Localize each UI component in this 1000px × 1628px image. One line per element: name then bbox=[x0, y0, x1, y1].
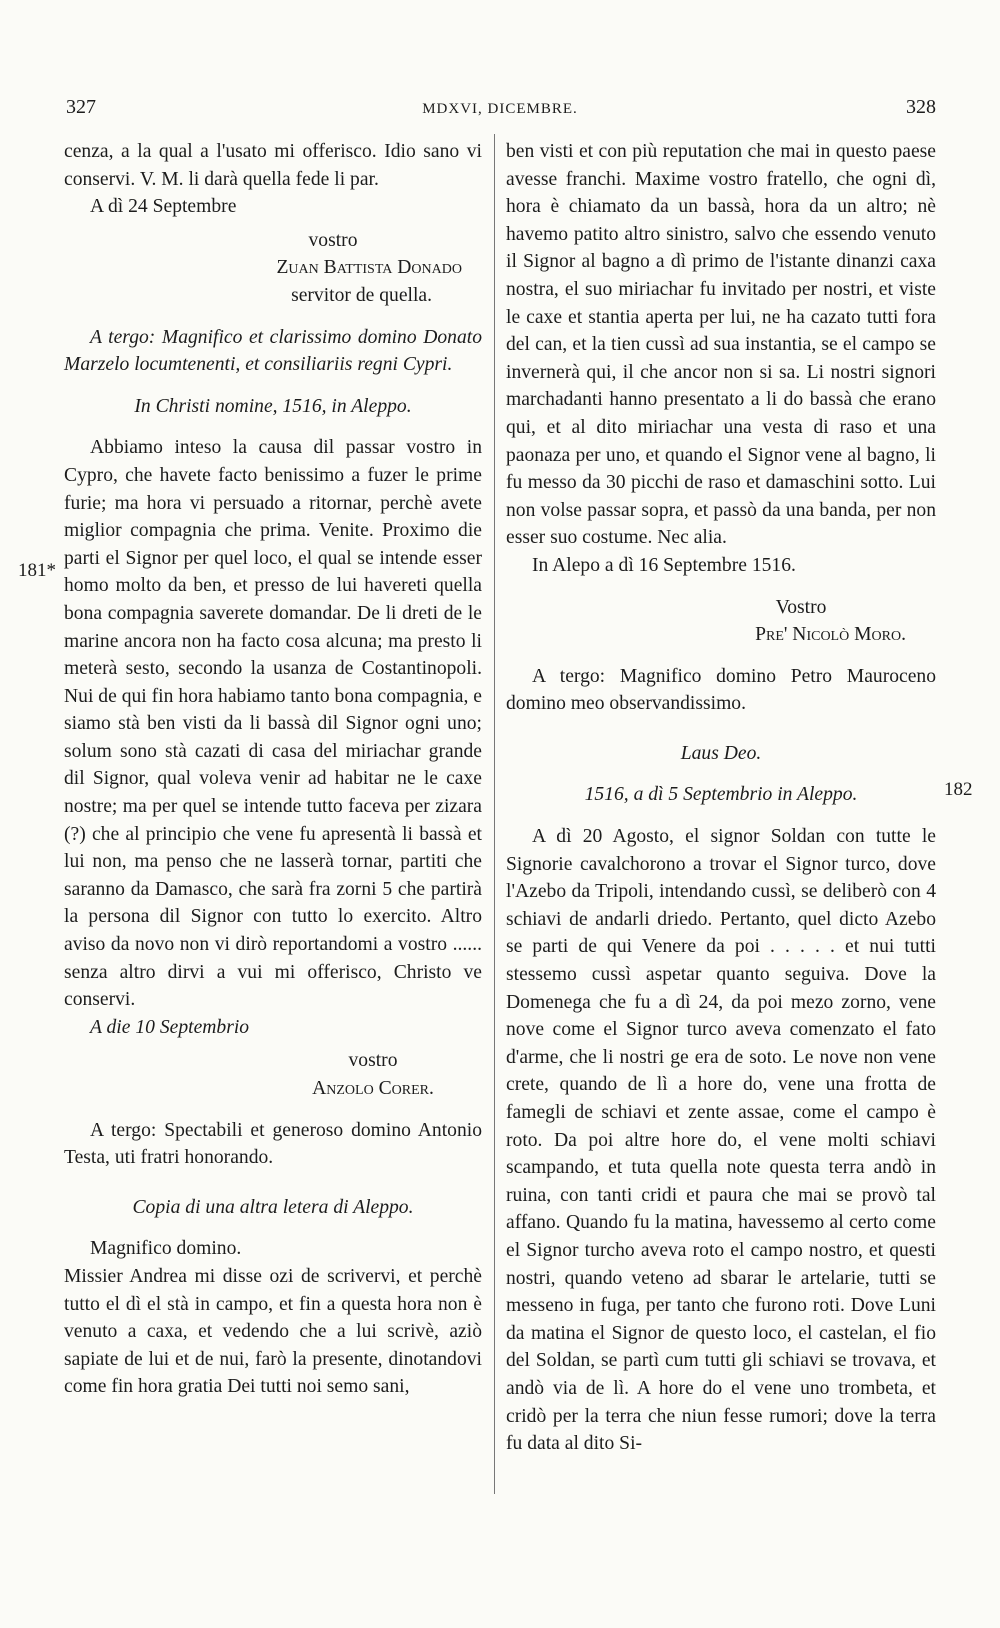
margin-note-right: 182 bbox=[944, 779, 973, 800]
signature-closing: servitor de quella. bbox=[291, 284, 432, 306]
letter-body: Missier Andrea mi disse ozi de scrivervi, et perchè tutto el dì el stà in campo, et fin a questa hora non è venuto a caxa, et vedendo che a lui scrivè, aziò sapiate de lui et de nui, farò la presente, dinotandovi come fin hora gratia Dei tutti noi semo sani, bbox=[64, 1265, 482, 1398]
right-column bbox=[506, 138, 936, 1458]
signature-name: Anzolo Corer. bbox=[312, 1078, 434, 1099]
signature-salutation: vostro bbox=[348, 1050, 398, 1072]
address-line: A tergo: Magnifico et clarissimo domino Donato Marzelo locumtenenti, et consiliariis regni Cypri. bbox=[64, 326, 482, 376]
page-number-left: 327 bbox=[66, 96, 96, 118]
letter-date: In Alepo a dì 16 Septembre 1516. bbox=[532, 554, 796, 576]
section-heading: 1516, a dì 5 Septembrio in Aleppo. bbox=[584, 784, 858, 806]
page-number-right: 328 bbox=[906, 96, 936, 118]
letter-body: Abbiamo inteso la causa dil passar vostro in Cypro, che havete facto benissimo a fuzer le prime furie; ma hora vi persuado a ritornar, perchè avete miglior compagnia che prima. Venite. Proximo die parti el Signor per quel loco, el qual se intende esser homo molto da ben, et presso de lui havereti quella bona compagnia saverete domandar. De li dreti de le marine ancora non ha facto cosa alcuna; ma presto li meterà sesto, secondo la usanza de Costantinopoli. Nui de qui fin hora habiamo tanto bona compagnia, e siamo stà ben visti da li bassà dil Signor ogni uno; solum sono stà cazati di casa del miriachar grande dil Signor, qual voleva venir ad habitar ne le caxe nostre; ma per quel se intende tutto faceva per zizara (?) che al principio che vene fu apresentà li bassà et lui non, ma penso che ne lasserà tornar, partiti che saranno da Damasco, che sarà fra zorni 5 che partirà la persona dil Signor con tutto lo exercito. Altro aviso da novo non vi dirò reportandomi a vostro ...... senza altro dirvi a vui mi offerisco, Christo ve conservi. bbox=[64, 437, 482, 1011]
left-column bbox=[64, 138, 482, 1401]
column-divider bbox=[494, 134, 495, 1494]
letter-salutation: Magnifico domino. bbox=[90, 1238, 242, 1260]
address-line: A tergo: Magnifico domino Petro Mauroceno domino meo observandissimo. bbox=[506, 665, 936, 715]
signature-name: Zuan Battista Donado bbox=[276, 257, 462, 279]
signature-name: Pre' Nicolò Moro. bbox=[755, 624, 906, 646]
letter-body: A dì 20 Agosto, el signor Soldan con tutte le Signorie cavalchorono a trovar el Signor turco, dove l'Azebo da Tripoli, intendando cussì, se deliberò con 4 schiavi de andarli driedo. Pertanto, quel dicto Azebo se parti de qui Venere da poi . . . . . et nui tutti stessemo cussì aspetar quanto seguiva. Dove la Domenega che fu a dì 24, da poi mezo zorno, vene nove come el Signor turco aveva comenzato el fato d'arme, che li nostri ge era de soto. Le nove non vene crete, quando de lì a hore do, vene una frotta de famegli de schiavi et zente assae, come el campo è roto. Da poi altre hore do, el vene molti schiavi scampando, et tuta quella note questa terra andò in ruina, con tanti cridi et paura che mai se provò tal affano. Quando fu la matina, havessemo al certo come el Signor turcho aveva roto el campo nostro, et questi nostri, quando veteno ad sbarar le artelarie, tutti se messeno in fuga, per tanto che furono roti. Dove Luni da matina el Signor de questo loco, el castelan, el fio del Soldan, se partì cum tutti gli schiavi se trovava, et andò via de lì. A hore do el vene uno trombeta, et cridò per la terra che niun fesse rumori; dove la terra fu data al dito Si- bbox=[506, 826, 936, 1455]
margin-note-left: 181* bbox=[18, 560, 56, 581]
running-title: MDXVI, DICEMBRE. bbox=[422, 101, 578, 117]
letter-date: A dì 24 Septembre bbox=[90, 196, 237, 218]
signature-salutation: vostro bbox=[308, 229, 358, 251]
section-heading: Laus Deo. bbox=[680, 742, 762, 764]
address-line: A tergo: Spectabili et generoso domino Antonio Testa, uti fratri honorando. bbox=[64, 1119, 482, 1169]
letter-closing-text: cenza, a la qual a l'usato mi offerisco. Idio sano vi conservi. V. M. li darà quella fede li par. bbox=[64, 141, 482, 190]
section-heading: Copia di una altra letera di Aleppo. bbox=[132, 1196, 414, 1218]
letter-date: A die 10 Septembrio bbox=[90, 1016, 250, 1038]
signature-salutation: Vostro bbox=[775, 596, 827, 618]
letter-body-continued: ben visti et con più reputation che mai in questo paese avesse franchi. Maxime vostro fratello, che ogni dì, hora è chiamato da un bassà, hora da un altro; nè havemo patito altro sinistro, salvo che essendo venuto il Signor al bagno a dì primo de l'istante dinanzi caxa nostra, el suo miriachar fu invitado per nostri, et viste le caxe et stantia aperta per lui, ne ha cazato tutti fora del can, et la tien cussì ad sua instantia, se el campo se invernerà qui, il che ancor non si sa. Li nostri signori marchadanti hanno presentato a li do bassà che erano qui, et al dito miriachar una vesta di raso et una paonaza per uno, et quando el Signor vene al bagno, li fu messo da 30 picchi de raso et damaschini sotto. Lui non volse passar sopra, et passò da una banda, per non esser suo costume. Nec alia. bbox=[506, 141, 936, 549]
section-heading: In Christi nomine, 1516, in Aleppo. bbox=[134, 395, 412, 417]
